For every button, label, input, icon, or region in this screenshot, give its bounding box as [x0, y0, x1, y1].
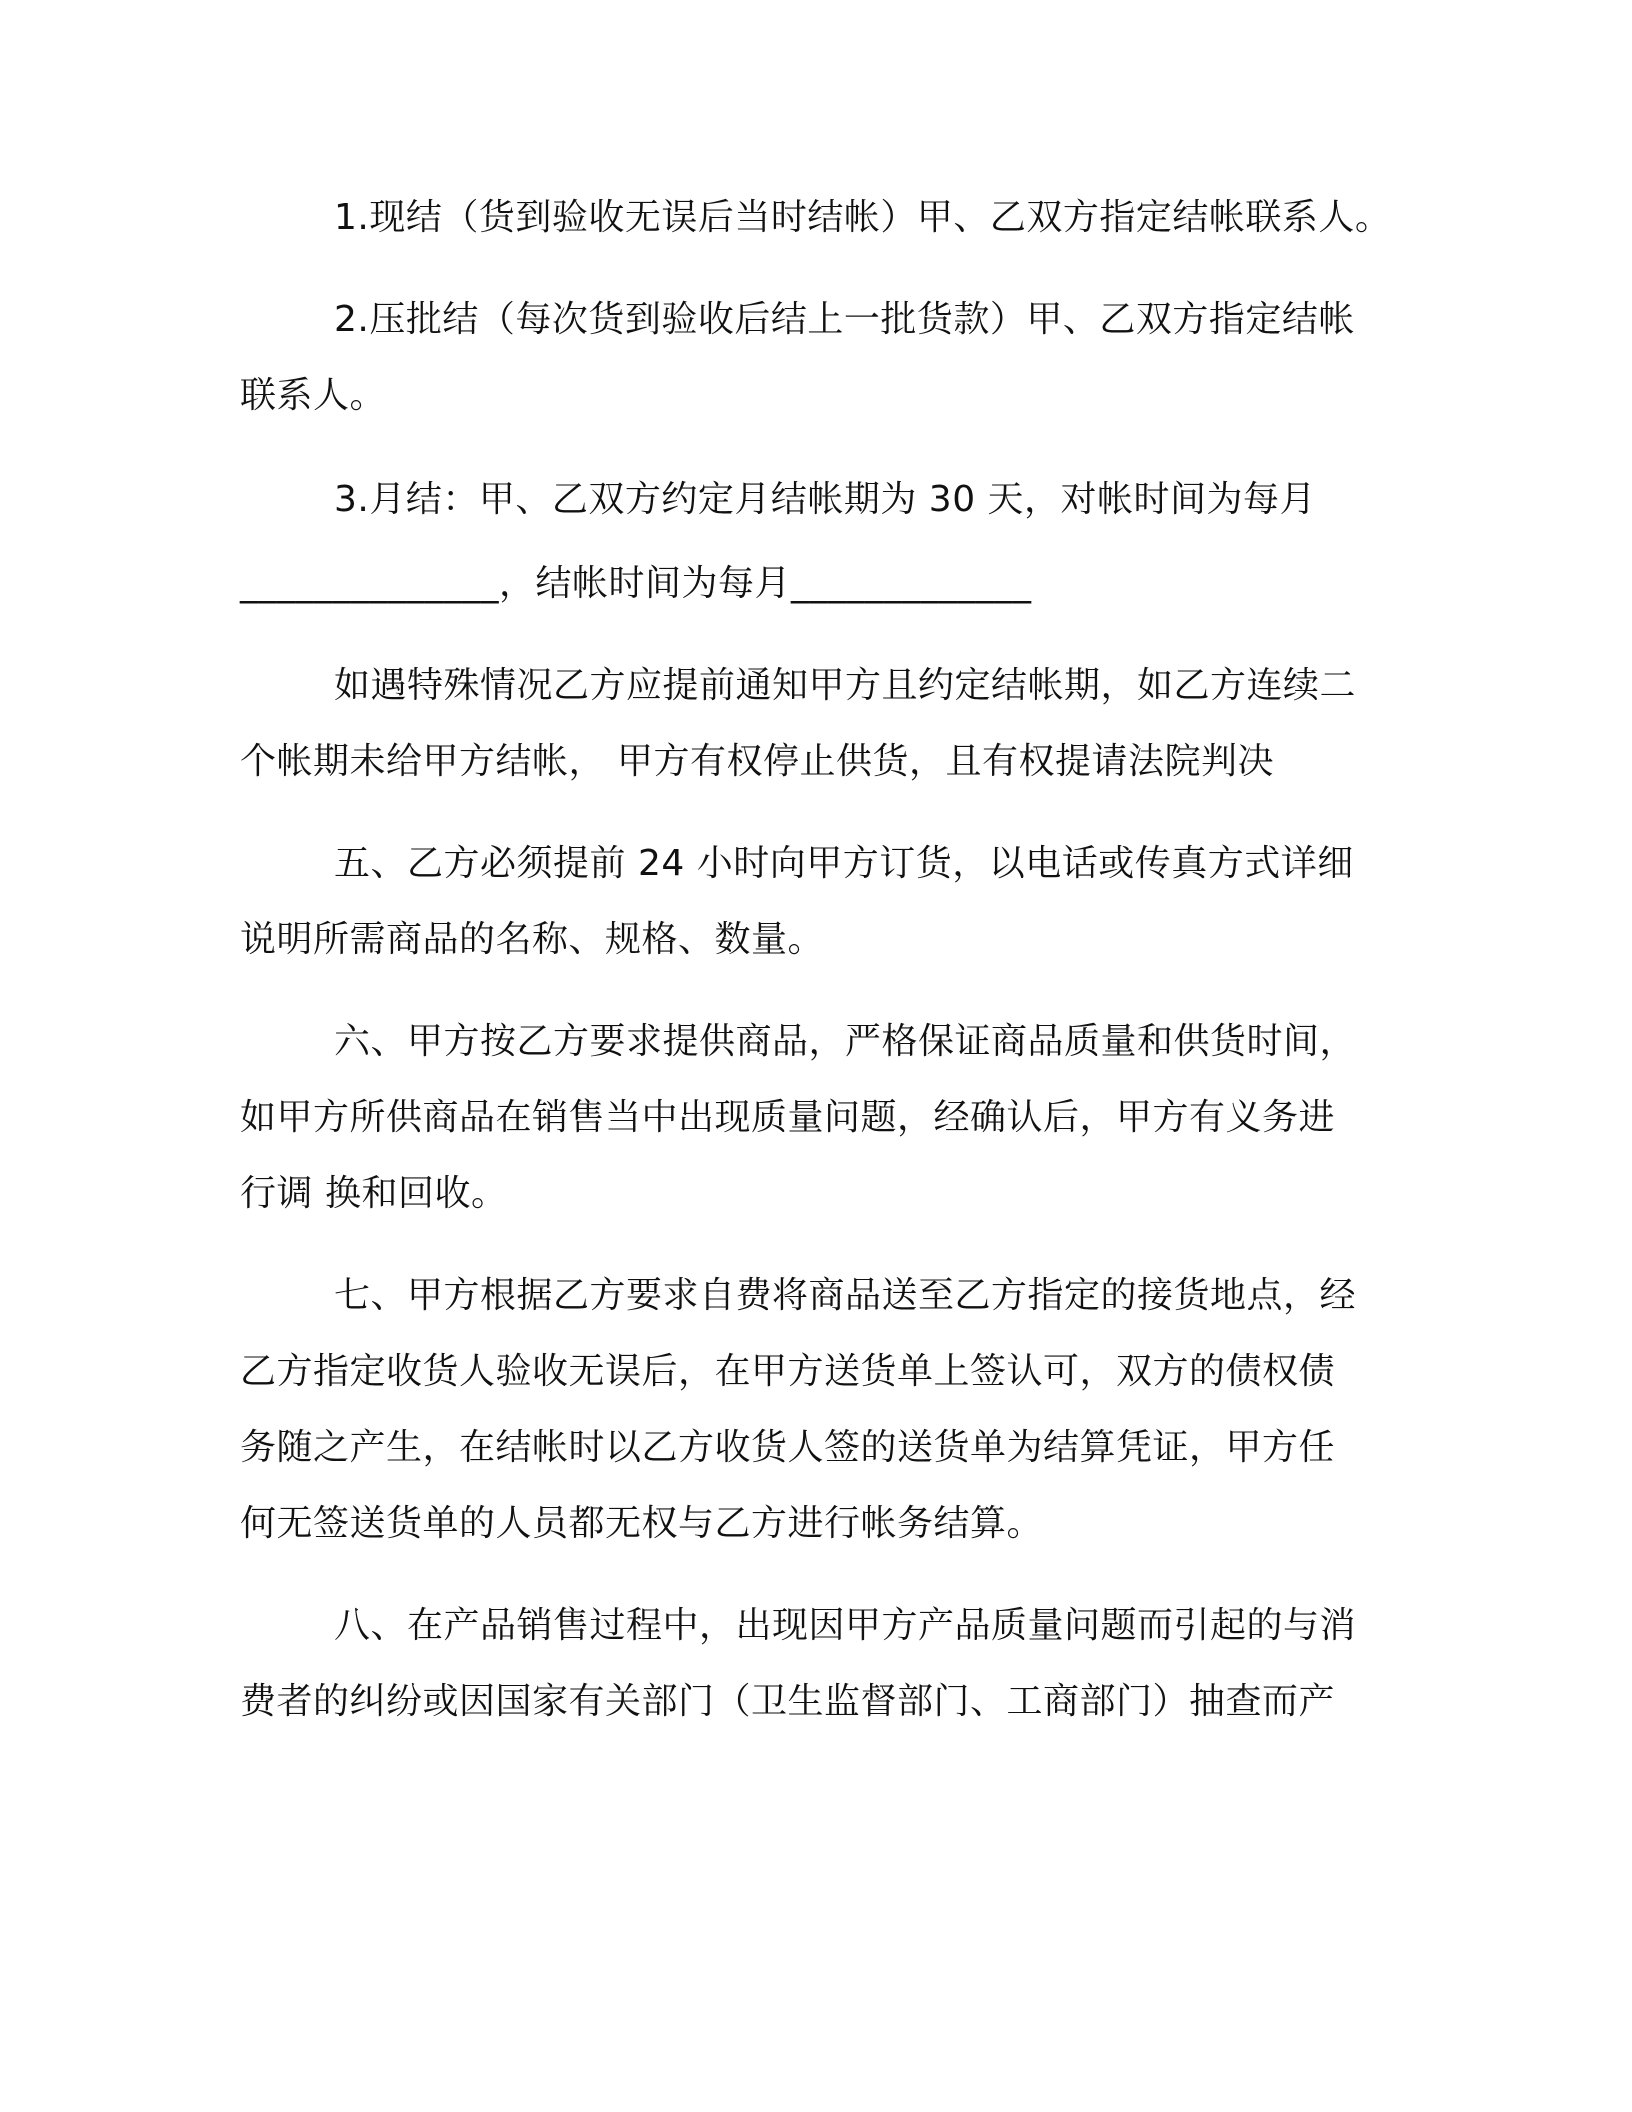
- article-6-line-1: 六、甲方按乙方要求提供商品，严格保证商品质量和供货时间，: [334, 1021, 1357, 1062]
- article-5-line-1: 五、乙方必须提前 24 小时向甲方订货，以电话或传真方式详细: [334, 843, 1354, 884]
- article-7-line-1: 七、甲方根据乙方要求自费将商品送至乙方指定的接货地点，经: [334, 1275, 1357, 1316]
- special-case-line-1: 如遇特殊情况乙方应提前通知甲方且约定结帐期，如乙方连续二: [334, 665, 1357, 706]
- article-7-line-3: 务随之产生，在结帐时以乙方收货人签的送货单为结算凭证，甲方任: [240, 1427, 1336, 1468]
- article-8-line-2: 费者的纠纷或因国家有关部门（卫生监督部门、工商部门）抽查而产: [240, 1681, 1336, 1722]
- clause-2-line-2: 联系人。: [240, 375, 387, 416]
- article-7-line-4: 何无签送货单的人员都无权与乙方进行帐务结算。: [240, 1503, 1044, 1544]
- clause-1-line-1: 1.现结（货到验收无误后当时结帐）甲、乙双方指定结帐联系人。: [334, 197, 1392, 238]
- article-7-line-2: 乙方指定收货人验收无误后，在甲方送货单上签认可，双方的债权债: [240, 1351, 1336, 1392]
- special-case-line-2: 个帐期未给甲方结帐， 甲方有权停止供货，且有权提请法院判决: [240, 741, 1274, 782]
- clause-3-line-1: 3.月结：甲、乙双方约定月结帐期为 30 天，对帐时间为每月: [334, 479, 1317, 520]
- article-5-line-2: 说明所需商品的名称、规格、数量。: [240, 919, 825, 960]
- article-8-line-1: 八、在产品销售过程中，出现因甲方产品质量问题而引起的与消: [334, 1605, 1357, 1646]
- article-6-line-3: 行调 换和回收。: [240, 1173, 508, 1214]
- article-6-line-2: 如甲方所供商品在销售当中出现质量问题，经确认后，甲方有义务进: [240, 1097, 1336, 1138]
- clause-2-line-1: 2.压批结（每次货到验收后结上一批货款）甲、乙双方指定结帐: [334, 299, 1355, 340]
- clause-3-line-2: ______________，结帐时间为每月_____________: [240, 563, 1032, 604]
